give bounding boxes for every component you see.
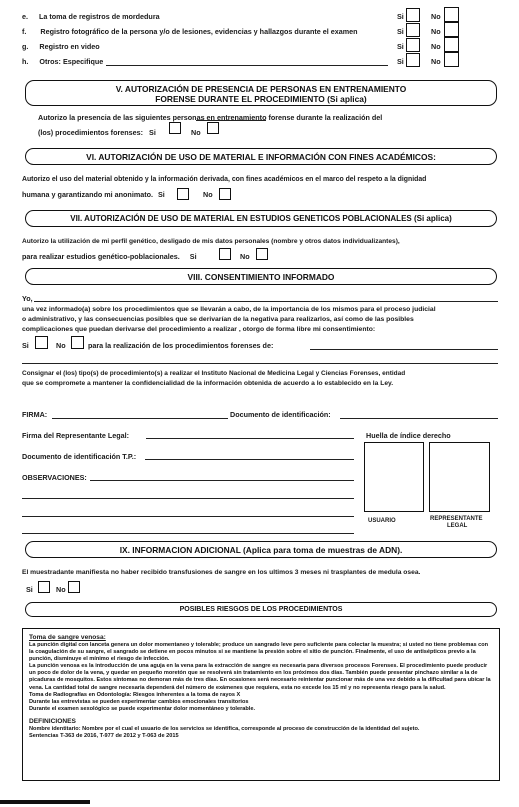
section-vii-text-2 — [22, 252, 197, 261]
representante-label-1: REPRESENTANTE — [430, 516, 483, 522]
list-letter: f. — [22, 27, 27, 36]
no-label-g: No — [431, 42, 441, 51]
procedures-line — [310, 349, 498, 350]
section-vii-text-2-label: para realizar estudios genético-poblacionales. — [22, 252, 180, 261]
section-viii-yes-label: Si — [22, 341, 29, 350]
list-letter: e. — [22, 12, 28, 21]
section-ix-no-checkbox[interactable] — [68, 581, 80, 593]
section-v-banner — [25, 80, 497, 106]
no-checkbox-e[interactable] — [444, 7, 459, 22]
fingerprint-box-usuario[interactable] — [364, 442, 424, 512]
section-viii-no-label: No — [56, 341, 66, 350]
section-vi-text-2 — [22, 190, 165, 199]
no-checkbox-f[interactable] — [444, 22, 459, 37]
no-label-h: No — [431, 57, 441, 66]
definiciones-title: DEFINICIONES — [29, 717, 76, 725]
doc-tp-label: Documento de identificación T.P.: — [22, 452, 137, 461]
representante-label-2: LEGAL — [447, 523, 468, 529]
section-v-title-line2: FORENSE DURANTE EL PROCEDIMIENTO (Si aplica) — [155, 94, 367, 104]
section-ix-yes-label: Si — [26, 585, 33, 594]
section-ix-no-label: No — [56, 585, 66, 594]
section-vii-text-1: Autorizo la utilización de mi perfil genético, desligado de mis datos personales (nombre y otros datos individualizantes), — [22, 238, 400, 245]
observaciones-label: OBSERVACIONES: — [22, 473, 87, 482]
risk-paragraph-3: Toma de Radiografías en Odontología: Riesgos inherentes a la toma de rayos X — [29, 691, 241, 698]
no-checkbox-g[interactable] — [444, 37, 459, 52]
no-label-f: No — [431, 27, 441, 36]
list-text: Registro fotográfico de la persona y/o de lesiones, evidencias y hallazgos durante el examen — [40, 27, 358, 36]
section-vi-no-checkbox[interactable] — [219, 188, 231, 200]
risk-paragraph-4: Durante las entrevistas se pueden experimentar cambios emocionales transitorios — [29, 698, 249, 705]
risks-banner: POSIBLES RIESGOS DE LOS PROCEDIMIENTOS — [25, 602, 497, 617]
yes-label-e: Si — [397, 12, 404, 21]
section-vii-no-checkbox[interactable] — [256, 248, 268, 260]
section-ix-text: El muestradante manifiesta no haber recibido transfusiones de sangre en los ultimos 3 meses ni trasplantes de medula osea. — [22, 569, 421, 576]
documento-line — [340, 418, 498, 419]
section-vi-text-1: Autorizo el uso del material obtenido y la información derivada, con fines académicos en el marco del respeto a la dignidad — [22, 176, 427, 183]
observaciones-line-1 — [90, 480, 354, 481]
list-item-h — [22, 57, 103, 66]
section-viii-para-3: complicaciones que puedan derivarse del procedimiento a realizar , otorgo de forma libre mi consentimiento: — [22, 326, 376, 333]
firma-label: FIRMA: — [22, 410, 48, 419]
otros-line — [106, 65, 388, 66]
documento-label: Documento de identificación: — [230, 410, 331, 419]
consign-text-2: que se compromete a mantener la confidencialidad de la información obtenida de acuerdo a lo establecido en la Ley. — [22, 380, 394, 387]
consign-text-1: Consignar el (los) tipo(s) de procedimiento(s) a realizar el Instituto Nacional de Medicina Legal y Ciencias Forenses, entidad — [22, 370, 406, 377]
footer-bar — [0, 800, 90, 804]
list-letter: g. — [22, 42, 29, 51]
huella-label: Huella de índice derecho — [366, 431, 451, 440]
section-v-text-1: Autorizo la presencia de las siguientes personas en entrenamiento forense durante la realización del — [38, 113, 383, 122]
yes-checkbox-g[interactable] — [406, 38, 420, 52]
section-ix-banner: IX. INFORMACION ADICIONAL (Aplica para toma de muestras de ADN). — [25, 541, 497, 558]
list-text: Registro en video — [39, 42, 100, 51]
section-v-title-line1: V. AUTORIZACIÓN DE PRESENCIA DE PERSONAS EN ENTRENAMIENTO — [115, 84, 407, 94]
doc-tp-line — [145, 459, 354, 460]
observaciones-line-3 — [22, 516, 354, 517]
list-item-f — [22, 27, 358, 36]
procedures-line-2 — [22, 363, 498, 364]
list-item-g — [22, 42, 100, 51]
yes-checkbox-e[interactable] — [406, 8, 420, 22]
section-ix-yes-checkbox[interactable] — [38, 581, 50, 593]
list-item-e — [22, 12, 160, 21]
section-v-text-2 — [38, 128, 156, 137]
section-vii-banner: VII. AUTORIZACIÓN DE USO DE MATERIAL EN ESTUDIOS GENETICOS POBLACIONALES (Si aplica) — [25, 210, 497, 227]
yes-label: Si — [189, 252, 197, 261]
section-viii-para-2: o administrativo, y las consecuencias posibles que se derivarían de la negativa para realizarlos, así como de las posibles — [22, 316, 414, 323]
section-viii-para-1: una vez informado(a) sobre los procedimientos que se llevarán a cabo, de la importancia de los mismos para el proceso judicial — [22, 306, 436, 313]
risk-paragraph-2: La punción venosa es la introducción de una aguja en la vena para la extracción de sangre es necesaria para diversos procesos Forenses. El procedimiento puede producir un poco de dolor de la vena, y quedar en pequeño moretón que se resolverá sin tratamiento en los próximos dos días. También puede presentar pinchazo similar a la de picaduras de mosquitos. Estos síntomas no demoran más de tres días. En ocasiones será necesario reintentar puncionar más de una vez debido a la dificultad para ubicar la vena. La cantidad total de sangre necesaria dependerá del número de exámenes que requiera, esta no excede los 15 ml y no representa riesgo para la salud. — [29, 663, 491, 691]
yo-line — [34, 301, 498, 302]
section-v-no-label: No — [191, 128, 201, 137]
yes-checkbox-h[interactable] — [406, 53, 420, 67]
yo-label: Yo, — [22, 294, 33, 303]
toma-title: Toma de sangre venosa: — [29, 634, 106, 641]
yes-label-h: Si — [397, 57, 404, 66]
observaciones-line-4 — [22, 533, 354, 534]
list-text: La toma de registros de mordedura — [39, 12, 160, 21]
yes-label: Si — [149, 128, 156, 137]
definiciones-text: Nombre identitario: Nombre por el cual el usuario de los servicios se identifica, corresponde al proceso de construcción de la identidad del sujeto. — [29, 725, 420, 732]
section-v-no-checkbox[interactable] — [207, 122, 219, 134]
no-label-e: No — [431, 12, 441, 21]
section-viii-no-checkbox[interactable] — [71, 336, 84, 349]
section-viii-yes-checkbox[interactable] — [35, 336, 48, 349]
no-checkbox-h[interactable] — [444, 52, 459, 67]
section-vi-yes-checkbox[interactable] — [177, 188, 189, 200]
section-v-line — [196, 120, 266, 121]
list-text: Otros: Especifique — [39, 57, 104, 66]
section-viii-choice-text: para la realización de los procedimientos forenses de: — [88, 341, 274, 350]
yes-label: Si — [158, 190, 165, 199]
section-vi-text-2-label: humana y garantizando mi anonimato. — [22, 190, 153, 199]
yes-label-f: Si — [397, 27, 404, 36]
section-vi-no-label: No — [203, 190, 213, 199]
risk-paragraph-5: Durante el examen sexológico se puede experimentar dolor momentáneo y tolerable. — [29, 705, 255, 712]
risks-box — [22, 628, 500, 781]
fingerprint-box-representante[interactable] — [429, 442, 490, 512]
section-vii-no-label: No — [240, 252, 250, 261]
yes-checkbox-f[interactable] — [406, 23, 420, 37]
sentencias-text: Sentencias T-363 de 2016, T-977 de 2012 y T-063 de 2015 — [29, 733, 179, 740]
section-v-yes-checkbox[interactable] — [169, 122, 181, 134]
observaciones-line-2 — [22, 498, 354, 499]
yes-label-g: Si — [397, 42, 404, 51]
section-viii-banner: VIII. CONSENTIMIENTO INFORMADO — [25, 268, 497, 285]
list-letter: h. — [22, 57, 29, 66]
usuario-label: USUARIO — [368, 518, 396, 524]
firma-representante-label: Firma del Representante Legal: — [22, 431, 130, 440]
section-vi-banner: VI. AUTORIZACIÓN DE USO DE MATERIAL E INFORMACIÓN CON FINES ACADÉMICOS: — [25, 148, 497, 165]
section-v-text-2-label: (los) procedimientos forenses: — [38, 128, 144, 137]
risk-paragraph-1: La punción digital con lanceta genera un dolor momentaneo y tolerable; produce un sangrado leve pero suficiente para colectar la muestra; si usted no tiene problemas con la coagulación de su sangre, el sangrado se detiene en pocos minutos si se mantiene la presión sobre el sitio de punción. Finalmente, el uso de antisépticos previo a la punción, disminuye el mínimo el riesgo de infección. — [29, 642, 489, 663]
firma-representante-line — [146, 438, 354, 439]
section-vii-yes-checkbox[interactable] — [219, 248, 231, 260]
firma-line — [52, 418, 228, 419]
